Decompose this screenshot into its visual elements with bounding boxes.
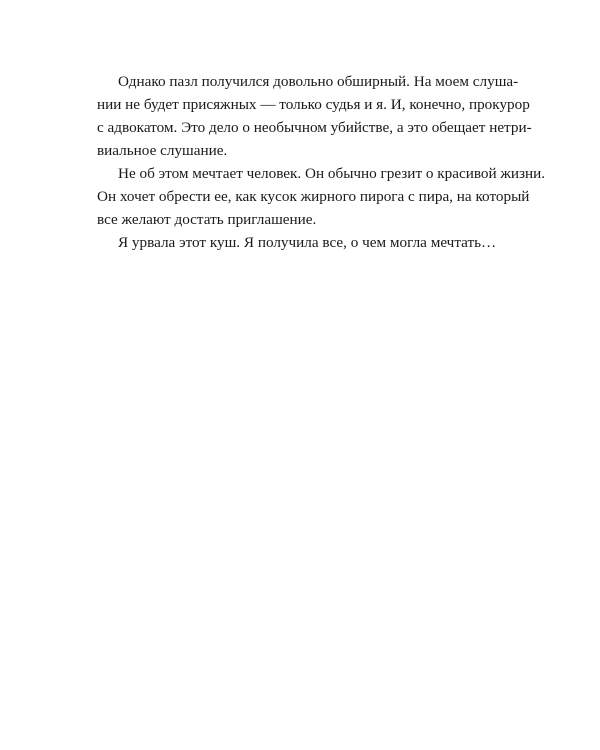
text-line: Я урвала этот куш. Я получила все, о чем могла мечтать… <box>118 234 497 251</box>
text-line: все желают достать приглашение. <box>97 211 317 228</box>
body-text <box>97 70 546 254</box>
paragraph-2 <box>97 162 546 231</box>
text-line: Не об этом мечтает человек. Он обычно грезит о красивой жизни. <box>118 165 546 182</box>
text-line: Он хочет обрести ее, как кусок жирного пирога с пира, на который <box>97 188 530 205</box>
paragraph-3 <box>97 231 506 254</box>
paragraph-1 <box>97 70 532 162</box>
text-line: Однако пазл получился довольно обширный. На моем слуша- <box>118 73 519 90</box>
text-line: виальное слушание. <box>97 142 228 159</box>
text-line: нии не будет присяжных — только судья и я. И, конечно, прокурор <box>97 96 530 113</box>
text-line: с адвокатом. Это дело о необычном убийстве, а это обещает нетри- <box>97 119 532 136</box>
